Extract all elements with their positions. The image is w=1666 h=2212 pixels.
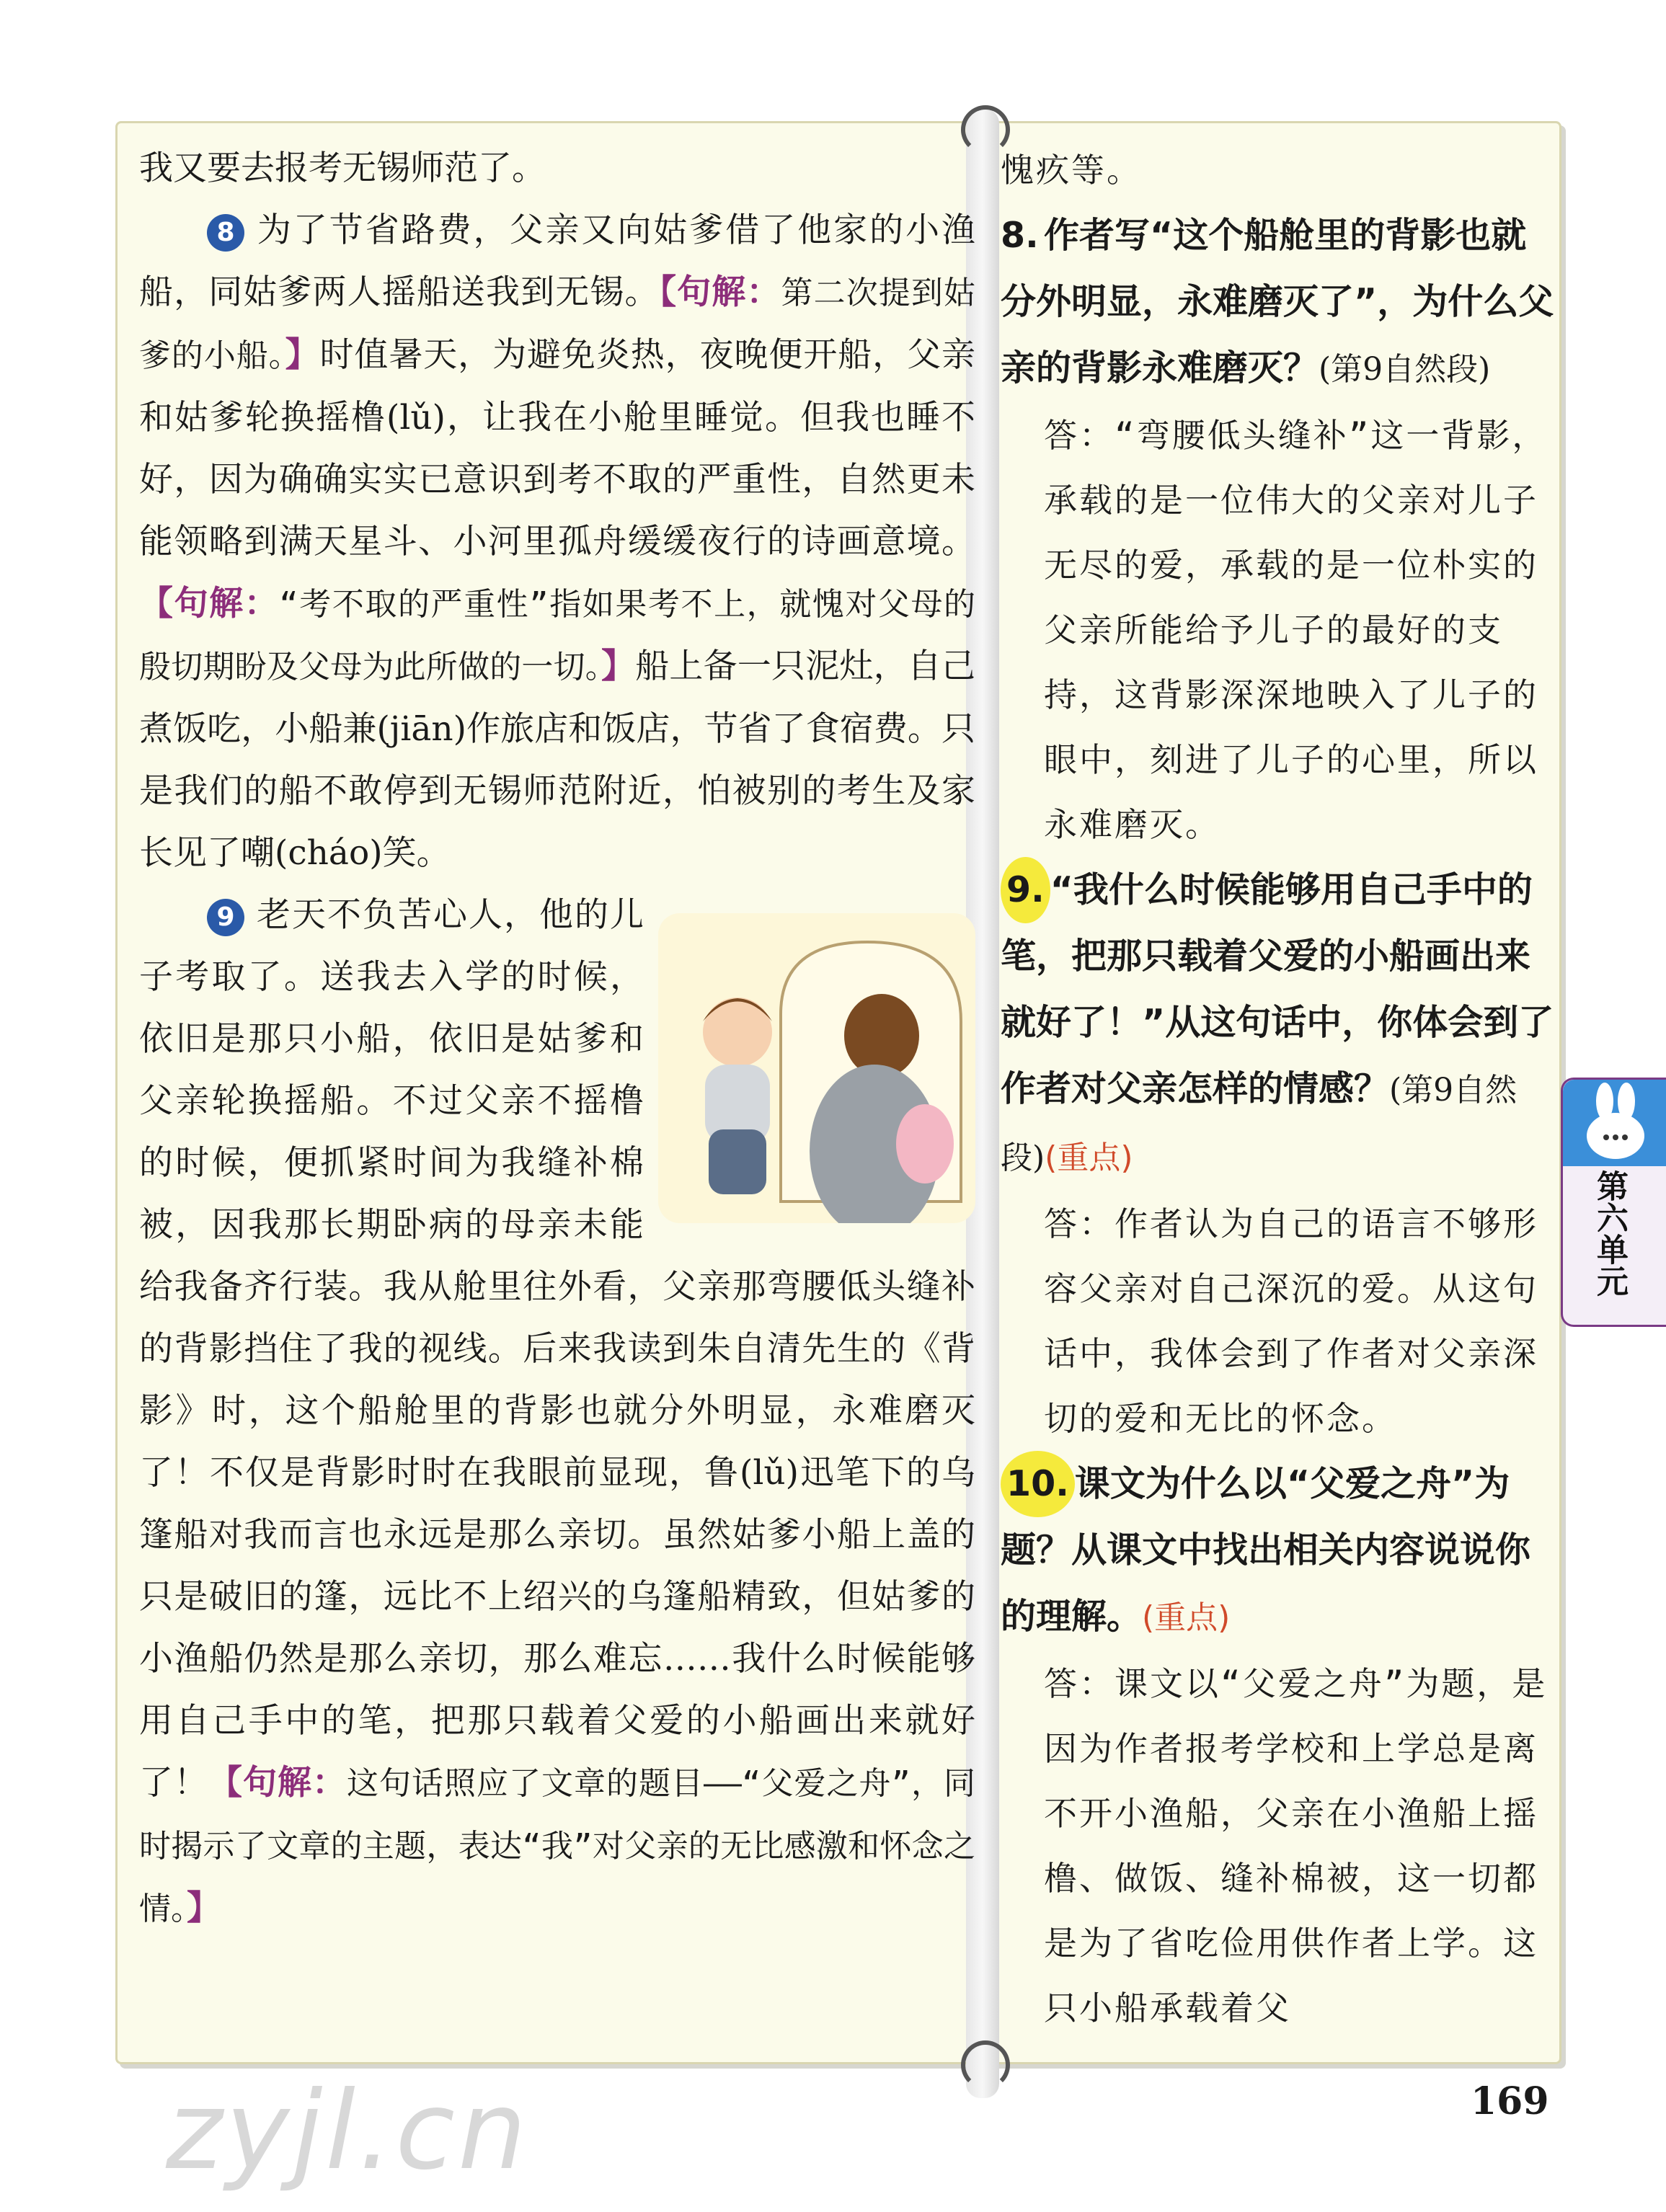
note-text: “考不取的严重性”指如果考不上，就愧对父母的殷切期盼及父母为此所做的一切。 <box>139 586 976 685</box>
question-10 <box>1001 1451 1556 1651</box>
page-number: 169 <box>1471 2079 1549 2123</box>
bunny-icon <box>1563 1080 1666 1166</box>
note-label: 句解： <box>174 584 280 623</box>
paragraph-number-9: 9 <box>207 899 244 936</box>
unit-tab <box>1561 1078 1666 1327</box>
paragraph-text: 老天不负苦心人，他的儿子考取了。送我去入学的时候，依旧是那只小船，依旧是姑爹和父亲轮换摇船。不过父亲不摇橹的时候，便抓紧时间为我缝补棉被，因我那长期卧病的母亲未能给我备齐行装。我从舱里往外看，父亲那弯腰低头缝补的背影挡住了我的视线。后来我读到朱自清先生的《背影》时，这个船舱里的背影也就分外明显，永难磨灭了！不仅是背影时时在我眼前显现，鲁(lǔ)迅笔下的乌篷船对我而言也永远是那么亲切。虽然姑爹小船上盖的只是破旧的篷，远比不上绍兴的乌篷船精致，但姑爹的小渔船仍然是那么亲切，那么难忘……我什么时候能够用自己手中的笔，把那只载着父爱的小船画出来就好了！ <box>139 895 975 1803</box>
paragraph-text: 为了节省路费，父亲又向姑爹借了他家的小渔船，同姑爹两人摇船送我到无锡。 <box>139 210 975 312</box>
answer-8: 答：“弯腰低头缝补”这一背影，承载的是一位伟大的父亲对儿子无尽的爱，承载的是一位朴实的父亲所能给予儿子的最好的支持，这背影深深地映入了儿子的眼中，刻进了儿子的心里，所以永难磨灭。 <box>1044 416 1548 844</box>
paragraph-number-8: 8 <box>207 214 244 252</box>
question-number: 9. <box>1001 857 1050 923</box>
text-line: 我又要去报考无锡师范了。 <box>139 148 546 188</box>
answer-continuation: 愧疚等。 <box>1001 151 1142 190</box>
note-label: 句解： <box>243 1763 347 1803</box>
illustration-boy-and-father <box>658 913 975 1223</box>
question-text: 课文为什么以“父爱之舟”为题？从课文中找出相关内容说说你的理解。 <box>1001 1463 1531 1637</box>
note-label: 句解： <box>677 272 781 312</box>
key-point-tag: (重点) <box>1142 1599 1231 1636</box>
key-point-tag: (重点) <box>1045 1140 1133 1176</box>
question-8 <box>1001 203 1556 403</box>
right-column <box>1001 138 1556 2040</box>
binder-ring-icon <box>961 2040 1010 2089</box>
question-reference: (第9自然段) <box>1319 351 1491 388</box>
question-reference: (第9自然段) <box>1001 1072 1517 1176</box>
paragraph-8: 8 为了节省路费，父亲又向姑爹借了他家的小渔船，同姑爹两人摇船送我到无锡。【句解：第二次提到姑爹的小船。】时值暑天，为避免炎热，夜晚便开船，父亲和姑爹轮换摇橹(lǔ)，让我在小舱里睡觉。但我也睡不好，因为确确实实已意识到考不取的严重性，自然更未能领略到满天星斗、小河里孤舟缓缓夜行的诗画意境。【句解：“考不取的严重性”指如果考不上，就愧对父母的殷切期盼及父母为此所做的一切。】船上备一只泥灶，自己煮饭吃，小船兼(jiān)作旅店和饭店，节省了食宿费。只是我们的船不敢停到无锡师范附近，怕被别的考生及家长见了嘲(cháo)笑。 <box>139 210 976 873</box>
note-text: 第二次提到姑爹的小船。 <box>139 275 976 374</box>
question-text: 作者写“这个船舱里的背影也就分外明显，永难磨灭了”，为什么父亲的背影永难磨灭？ <box>1001 215 1554 388</box>
question-number: 8. <box>1001 215 1039 256</box>
note-text: 这句话照应了文章的题目——“父爱之舟”，同时揭示了文章的主题，表达“我”对父亲的无比感激和怀念之情。 <box>139 1765 976 1927</box>
question-9 <box>1001 857 1556 1191</box>
question-text: “我什么时候能够用自己手中的笔，把那只载着父爱的小船画出来就好了！”从这句话中，你体会到了作者对父亲怎样的情感？ <box>1001 869 1554 1109</box>
paragraph-text: 船上备一只泥灶，自己煮饭吃，小船兼(jiān)作旅店和饭店，节省了食宿费。只是我们的船不敢停到无锡师范附近，怕被别的考生及家长见了嘲(cháo)笑。 <box>139 647 976 873</box>
unit-label: 第六单元 <box>1591 1170 1628 1297</box>
left-column <box>139 138 975 1940</box>
watermark: zyjl.cn <box>166 2069 530 2194</box>
paragraph-text: 时值暑天，为避免炎热，夜晚便开船，父亲和姑爹轮换摇橹(lǔ)，让我在小舱里睡觉。但我也睡不好，因为确确实实已意识到考不取的严重性，自然更未能领略到满天星斗、小河里孤舟缓缓夜行的诗画意境。 <box>139 335 976 561</box>
book-page <box>115 121 1561 2064</box>
paragraph-9: 9 老天不负苦心人，他的儿子考取了。送我去入学的时候，依旧是那只小船，依旧是姑爹和父亲轮换摇船。不过父亲不摇橹的时候，便抓紧时间为我缝补棉被，因我那长期卧病的母亲未能给我备齐行装。我从舱里往外看，父亲那弯腰低头缝补的背影挡住了我的视线。后来我读到朱自清先生的《背影》时，这个船舱里的背影也就分外明显，永难磨灭了！不仅是背影时时在我眼前显现，鲁(lǔ)迅笔下的乌篷船对我而言也永远是那么亲切。虽然姑爹小船上盖的只是破旧的篷，远比不上绍兴的乌篷船精致，但姑爹的小渔船仍然是那么亲切，那么难忘……我什么时候能够用自己手中的笔，把那只载着父爱的小船画出来就好了！【句解：这句话照应了文章的题目——“父爱之舟”，同时揭示了文章的主题，表达“我”对父亲的无比感激和怀念之情。】 <box>139 895 976 1928</box>
answer-9: 答：作者认为自己的语言不够形容父亲对自己深沉的爱。从这句话中，我体会到了作者对父亲深切的爱和无比的怀念。 <box>1044 1204 1538 1438</box>
question-number: 10. <box>1001 1451 1075 1517</box>
answer-10: 答：课文以“父爱之舟”为题，是因为作者报考学校和上学总是离不开小渔船，父亲在小渔船上摇橹、做饭、缝补棉被，这一切都是为了省吃俭用供作者上学。这只小船承载着父 <box>1044 1664 1548 2027</box>
